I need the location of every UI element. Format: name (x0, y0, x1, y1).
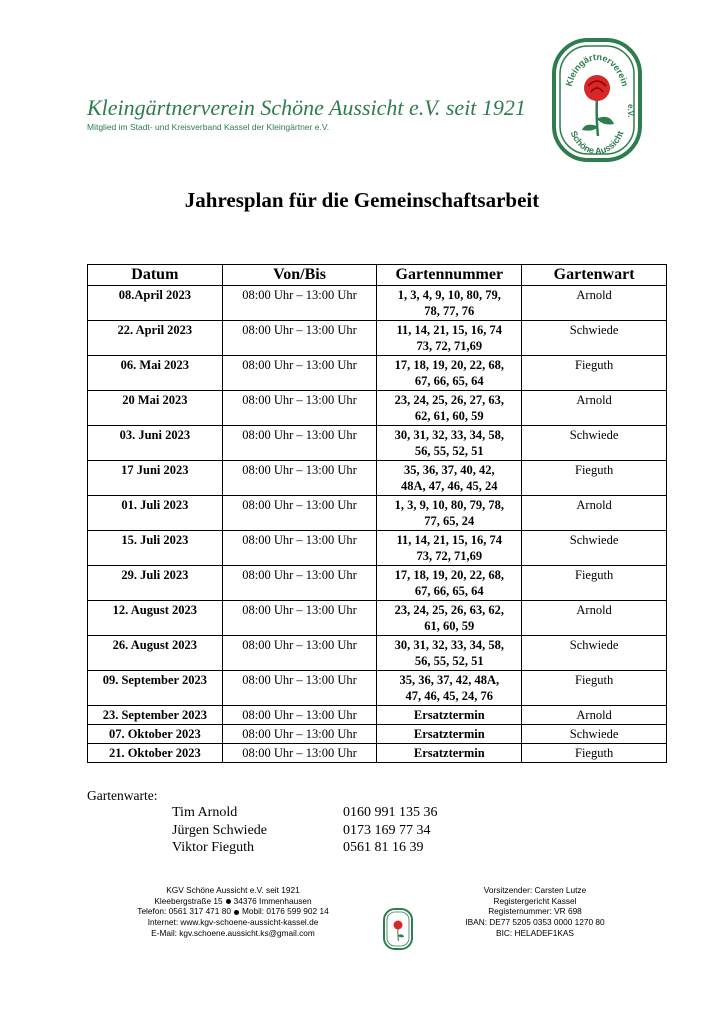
cell-warden: Schwiede (522, 426, 667, 461)
warden-phone: 0173 169 77 34 (343, 822, 431, 838)
table-header-row (88, 265, 667, 286)
cell-time: 08:00 Uhr – 13:00 Uhr (222, 725, 377, 744)
bullet-icon (234, 910, 239, 915)
cell-date: 21. Oktober 2023 (88, 744, 223, 763)
cell-warden: Fieguth (522, 461, 667, 496)
cell-date: 09. September 2023 (88, 671, 223, 706)
footer-phones (113, 906, 353, 917)
cell-time: 08:00 Uhr – 13:00 Uhr (222, 636, 377, 671)
cell-warden: Arnold (522, 391, 667, 426)
cell-gardens: 23, 24, 25, 26, 27, 63, 62, 61, 60, 59 (377, 391, 522, 426)
cell-warden: Schwiede (522, 531, 667, 566)
footer-street: Kleebergstraße 15 (154, 895, 223, 906)
cell-date: 29. Juli 2023 (88, 566, 223, 601)
table-row (88, 531, 667, 566)
warden-entry (172, 822, 438, 840)
table-row (88, 461, 667, 496)
cell-warden: Schwiede (522, 725, 667, 744)
cell-gardens: 11, 14, 21, 15, 16, 74 73, 72, 71,69 (377, 321, 522, 356)
cell-time: 08:00 Uhr – 13:00 Uhr (222, 671, 377, 706)
cell-gardens: 23, 24, 25, 26, 63, 62, 61, 60, 59 (377, 601, 522, 636)
cell-warden: Fieguth (522, 356, 667, 391)
cell-date: 15. Juli 2023 (88, 531, 223, 566)
cell-gardens: Ersatztermin (377, 744, 522, 763)
footer-registry (440, 885, 630, 939)
footer-contact (113, 885, 353, 939)
column-header-gardens: Gartennummer (377, 265, 522, 286)
warden-entry (172, 804, 438, 822)
cell-time: 08:00 Uhr – 13:00 Uhr (222, 706, 377, 725)
cell-gardens: Ersatztermin (377, 706, 522, 725)
cell-date: 07. Oktober 2023 (88, 725, 223, 744)
cell-gardens: 35, 36, 37, 42, 48A, 47, 46, 45, 24, 76 (377, 671, 522, 706)
cell-time: 08:00 Uhr – 13:00 Uhr (222, 461, 377, 496)
footer-city: 34376 Immenhausen (233, 895, 312, 906)
cell-warden: Arnold (522, 286, 667, 321)
cell-date: 08.April 2023 (88, 286, 223, 321)
cell-time: 08:00 Uhr – 13:00 Uhr (222, 426, 377, 461)
cell-gardens: 1, 3, 4, 9, 10, 80, 79, 78, 77, 76 (377, 286, 522, 321)
cell-warden: Schwiede (522, 636, 667, 671)
cell-time: 08:00 Uhr – 13:00 Uhr (222, 744, 377, 763)
column-header-date: Datum (88, 265, 223, 286)
table-row (88, 321, 667, 356)
cell-date: 20 Mai 2023 (88, 391, 223, 426)
org-subtitle: Mitglied im Stadt- und Kreisverband Kassel der Kleingärtner e.V. (87, 122, 330, 132)
org-name: Kleingärtnerverein Schöne Aussicht e.V. seit 1921 (87, 95, 526, 120)
footer-address (113, 896, 353, 907)
table-row (88, 725, 667, 744)
bullet-icon (226, 899, 231, 904)
cell-date: 17 Juni 2023 (88, 461, 223, 496)
footer-internet[interactable]: Internet: www.kgv-schoene-aussicht-kassel.de (147, 917, 319, 928)
table-row (88, 744, 667, 763)
footer-register-number: Registernummer: VR 698 (488, 906, 582, 917)
cell-date: 22. April 2023 (88, 321, 223, 356)
table-row (88, 636, 667, 671)
table-row (88, 496, 667, 531)
footer-phone: Telefon: 0561 317 471 80 (137, 906, 231, 917)
table-row (88, 286, 667, 321)
cell-time: 08:00 Uhr – 13:00 Uhr (222, 391, 377, 426)
cell-time: 08:00 Uhr – 13:00 Uhr (222, 496, 377, 531)
cell-warden: Arnold (522, 601, 667, 636)
logo-text-top: Kleingärtnerverein (563, 51, 631, 88)
cell-gardens: 1, 3, 9, 10, 80, 79, 78, 77, 65, 24 (377, 496, 522, 531)
warden-name: Jürgen Schwiede (172, 822, 267, 838)
footer-iban: IBAN: DE77 5205 0353 0000 1270 80 (465, 917, 605, 928)
cell-warden: Fieguth (522, 744, 667, 763)
cell-gardens: 11, 14, 21, 15, 16, 74 73, 72, 71,69 (377, 531, 522, 566)
cell-warden: Arnold (522, 496, 667, 531)
warden-name: Viktor Fieguth (172, 840, 254, 855)
cell-time: 08:00 Uhr – 13:00 Uhr (222, 566, 377, 601)
cell-gardens: 17, 18, 19, 20, 22, 68, 67, 66, 65, 64 (377, 356, 522, 391)
cell-warden: Fieguth (522, 671, 667, 706)
cell-time: 08:00 Uhr – 13:00 Uhr (222, 356, 377, 391)
footer-email[interactable]: E-Mail: kgv.schoene.aussicht.ks@gmail.com (151, 927, 315, 938)
cell-date: 26. August 2023 (88, 636, 223, 671)
logo-text-bottom: Schöne Aussicht (568, 129, 626, 157)
footer-mobile: Mobil: 0176 599 902 14 (241, 906, 329, 917)
table-row (88, 426, 667, 461)
table-row (88, 356, 667, 391)
table-row (88, 706, 667, 725)
cell-warden: Arnold (522, 706, 667, 725)
warden-name: Tim Arnold (172, 805, 238, 820)
page-title: Jahresplan für die Gemeinschaftsarbeit (184, 188, 540, 212)
cell-date: 23. September 2023 (88, 706, 223, 725)
wardens-list (172, 804, 438, 857)
table-row (88, 671, 667, 706)
cell-gardens: 35, 36, 37, 40, 42, 48A, 47, 46, 45, 24 (377, 461, 522, 496)
cell-warden: Schwiede (522, 321, 667, 356)
warden-phone: 0160 991 135 36 (343, 805, 438, 820)
cell-time: 08:00 Uhr – 13:00 Uhr (222, 321, 377, 356)
club-logo (552, 38, 642, 162)
cell-warden: Fieguth (522, 566, 667, 601)
cell-gardens: 30, 31, 32, 33, 34, 58, 56, 55, 52, 51 (377, 426, 522, 461)
cell-date: 12. August 2023 (88, 601, 223, 636)
footer-org-line: KGV Schöne Aussicht e.V. seit 1921 (166, 885, 300, 895)
schedule-table (87, 264, 667, 763)
cell-time: 08:00 Uhr – 13:00 Uhr (222, 531, 377, 566)
cell-gardens: 30, 31, 32, 33, 34, 58, 56, 55, 52, 51 (377, 636, 522, 671)
table-row (88, 391, 667, 426)
cell-date: 01. Juli 2023 (88, 496, 223, 531)
logo-text-right: e.V. (626, 104, 635, 118)
column-header-warden: Gartenwart (522, 265, 667, 286)
wardens-label: Gartenwarte: (87, 788, 158, 803)
cell-time: 08:00 Uhr – 13:00 Uhr (222, 286, 377, 321)
footer-chairman: Vorsitzender: Carsten Lutze (483, 885, 587, 895)
cell-date: 06. Mai 2023 (88, 356, 223, 391)
warden-entry (172, 839, 438, 857)
cell-gardens: 17, 18, 19, 20, 22, 68, 67, 66, 65, 64 (377, 566, 522, 601)
footer-court: Registergericht Kassel (493, 895, 577, 906)
footer-logo-icon (383, 908, 413, 950)
table-row (88, 566, 667, 601)
cell-time: 08:00 Uhr – 13:00 Uhr (222, 601, 377, 636)
table-row (88, 601, 667, 636)
column-header-time: Von/Bis (222, 265, 377, 286)
cell-date: 03. Juni 2023 (88, 426, 223, 461)
footer-bic: BIC: HELADEF1KAS (496, 927, 574, 938)
cell-gardens: Ersatztermin (377, 725, 522, 744)
warden-phone: 0561 81 16 39 (343, 840, 424, 855)
